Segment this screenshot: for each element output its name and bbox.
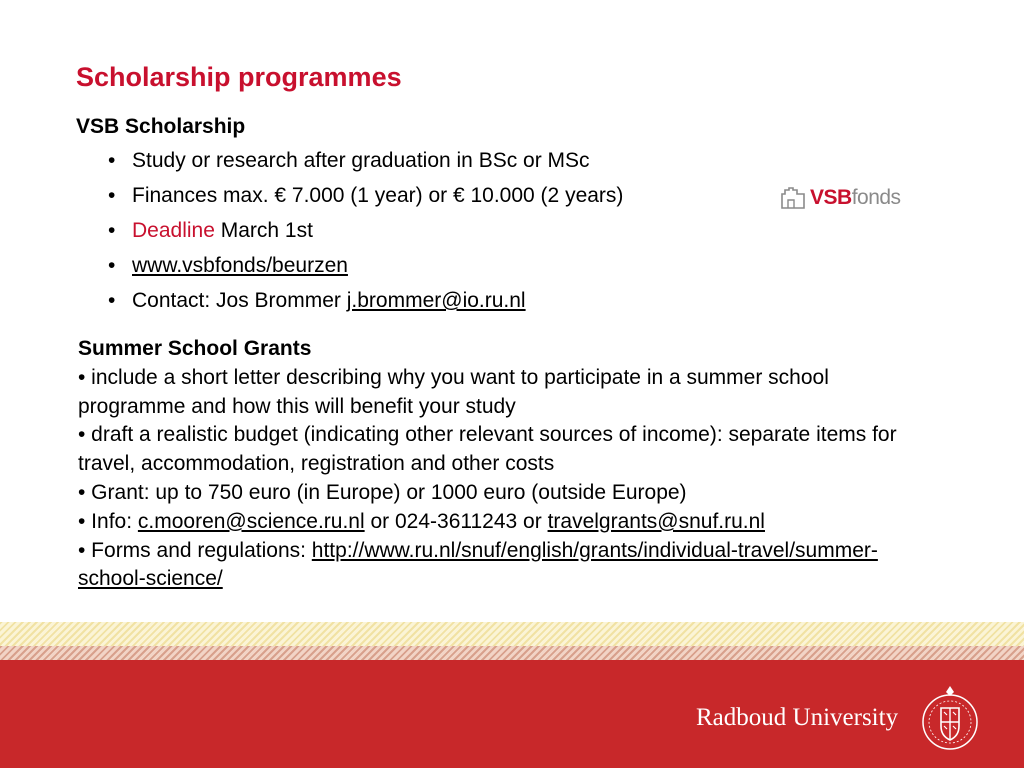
summer-item: • Grant: up to 750 euro (in Europe) or 1000 euro (outside Europe): [78, 480, 687, 504]
summer-item: • draft a realistic budget (indicating other relevant sources of income): separate items for travel, accommodation, registration and other costs: [78, 423, 897, 476]
list-item: [108, 217, 623, 252]
list-item: [108, 182, 623, 217]
slide-title: Scholarship programmes: [76, 62, 402, 92]
info-prefix: • Info:: [78, 509, 138, 533]
vsb-bullet-list: [108, 147, 623, 322]
deadline-label: Deadline: [132, 219, 215, 242]
list-item: [108, 252, 623, 287]
summer-item: [78, 508, 898, 537]
summer-heading: Summer School Grants: [78, 337, 312, 360]
forms-url-link[interactable]: http://www.ru.nl/snuf/english/grants/individual-travel/summer-school-science/: [78, 538, 878, 591]
contact-text: Contact: Jos Brommer: [132, 289, 347, 312]
travelgrants-email-link[interactable]: travelgrants@snuf.ru.nl: [547, 509, 765, 533]
deadline-date: March 1st: [214, 219, 313, 242]
bullet: •: [108, 149, 116, 172]
bullet: •: [108, 289, 116, 312]
bullet: •: [108, 219, 116, 242]
university-name: Radboud University: [696, 704, 899, 731]
summer-item: [78, 537, 898, 595]
vsb-logo-suffix: fonds: [851, 186, 901, 209]
list-item: [108, 147, 623, 182]
decorative-stripe-red: [0, 646, 1024, 660]
bullet: •: [108, 184, 116, 207]
item-text: Finances max. € 7.000 (1 year) or € 10.000 (2 years): [132, 184, 624, 207]
vsb-building-icon: [780, 186, 806, 210]
vsbfonds-link[interactable]: www.vsbfonds/beurzen: [132, 254, 348, 277]
bullet: •: [108, 254, 116, 277]
vsb-logo-brand: VSB: [810, 186, 852, 209]
summer-item: • include a short letter describing why you want to participate in a summer school programme and how this will benefit your study: [78, 365, 829, 418]
vsb-heading: VSB Scholarship: [76, 115, 246, 138]
mooren-email-link[interactable]: c.mooren@science.ru.nl: [137, 509, 365, 533]
contact-email-link[interactable]: j.brommer@io.ru.nl: [346, 289, 526, 312]
vsb-logo-text: [810, 186, 901, 210]
info-middle: or 024-3611243 or: [364, 509, 548, 533]
radboud-crest-icon: [920, 682, 980, 760]
summer-school-section: [78, 335, 898, 594]
forms-prefix: • Forms and regulations:: [78, 538, 312, 562]
decorative-stripe-band: [0, 622, 1024, 646]
item-text: Study or research after graduation in BSc or MSc: [132, 149, 590, 172]
vsbfonds-logo: [780, 186, 901, 210]
list-item: [108, 287, 623, 322]
